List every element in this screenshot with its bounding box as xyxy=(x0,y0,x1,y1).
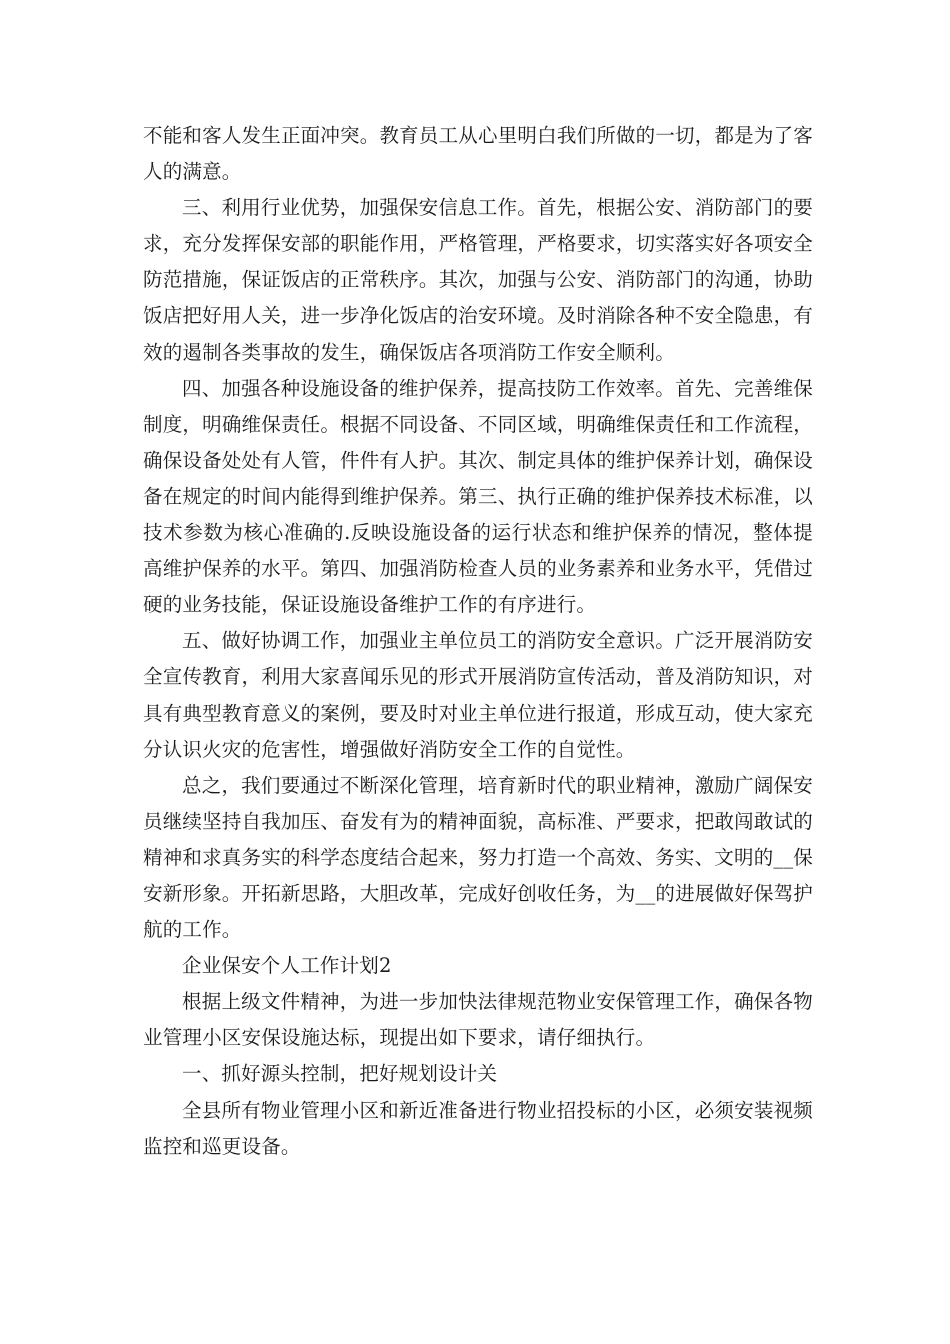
section-heading: 企业保安个人工作计划2 xyxy=(182,954,392,978)
paragraph-4: 五、做好协调工作，加强业主单位员工的消防安全意识。广泛开展消防安全宣传教育，利用大家喜闻乐见的形式开展消防宣传活动，普及消防知识，对具有典型教育意义的案例，要及时对业主单位进行报道，形成互动，使大家充分认识火灾的危害性，增强做好消防安全工作的自觉性。 xyxy=(143,629,813,761)
paragraph-5: 总之，我们要通过不断深化管理，培育新时代的职业精神，激励广阔保安员继续坚持自我加压、奋发有为的精神面貌，高标准、严要求，把敢闯敢试的精神和求真务实的科学态度结合起来，努力打造一个高效、务实、文明的__保安新形象。开拓新思路，大胆改革，完成好创收任务，为__的进展做好保驾护航的工作。 xyxy=(143,773,814,942)
paragraph-1: 不能和客人发生正面冲突。教育员工从心里明白我们所做的一切，都是为了客人的满意。 xyxy=(143,124,813,184)
subheading-1: 一、抓好源头控制，把好规划设计关 xyxy=(182,1062,498,1086)
paragraph-2: 三、利用行业优势，加强保安信息工作。首先，根据公安、消防部门的要求，充分发挥保安部的职能作用，严格管理，严格要求，切实落实好各项安全防范措施，保证饭店的正常秩序。其次，加强与公安、消防部门的沟通，协助饭店把好用人关，进一步净化饭店的治安环境。及时消除各种不安全隐患，有效的遏制各类事故的发生，确保饭店各项消防工作安全顺利。 xyxy=(143,196,813,364)
paragraph-3: 四、加强各种设施设备的维护保养，提高技防工作效率。首先、完善维保制度，明确维保责任。根据不同设备、不同区域，明确维保责任和工作流程，确保设备处处有人管，件件有人护。其次、制定具体的维护保养计划，确保设备在规定的时间内能得到维护保养。第三、执行正确的维护保养技术标准，以技术参数为核心准确的.反映设施设备的运行状态和维护保养的情况，整体提高维护保养的水平。第四、加强消防检查人员的业务素养和业务水平，凭借过硬的业务技能，保证设施设备维护工作的有序进行。 xyxy=(143,376,813,617)
document-body xyxy=(143,118,813,1165)
paragraph-6: 根据上级文件精神，为进一步加快法律规范物业安保管理工作，确保各物业管理小区安保设施达标，现提出如下要求，请仔细执行。 xyxy=(143,990,813,1050)
paragraph-7: 全县所有物业管理小区和新近准备进行物业招投标的小区，必须安装视频监控和巡更设备。 xyxy=(143,1098,813,1158)
